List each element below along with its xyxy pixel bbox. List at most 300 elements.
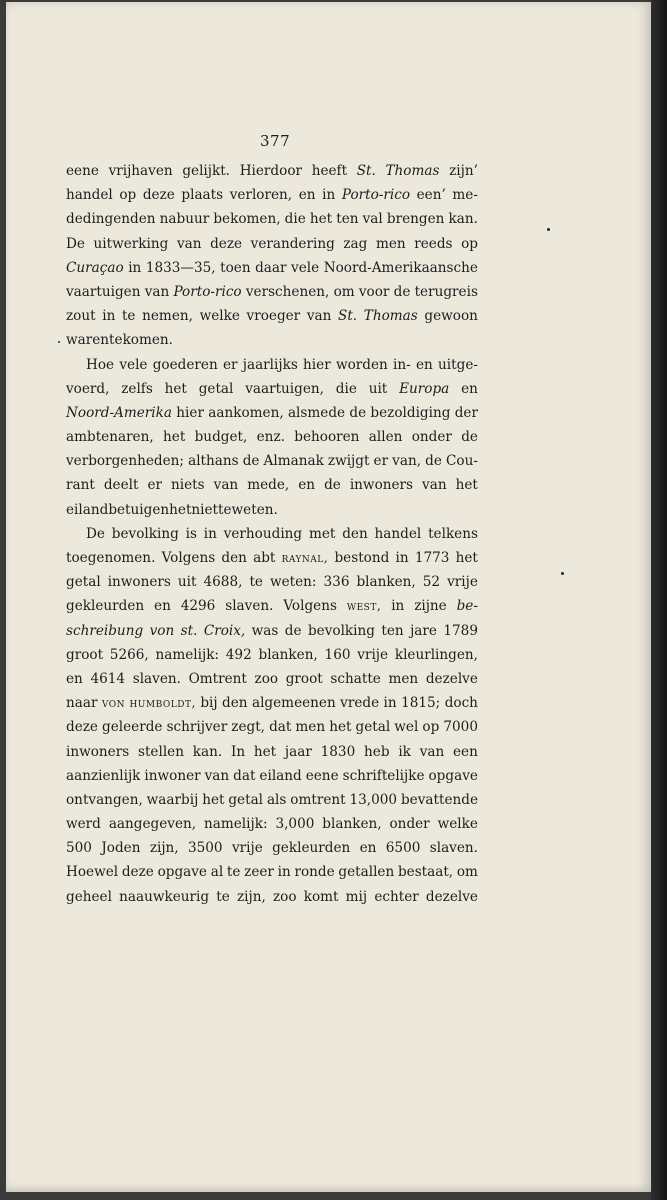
word (347, 594, 381, 618)
text-line (66, 546, 478, 570)
word: en (154, 598, 171, 615)
text-line (66, 401, 478, 425)
word: van (204, 767, 230, 784)
word: in (277, 864, 291, 881)
word (399, 377, 449, 401)
word: in- (393, 356, 411, 373)
word: 6500 (385, 840, 421, 857)
italic-word: Porto-rico (341, 187, 411, 204)
word: deze (210, 235, 243, 252)
body-text (66, 159, 478, 909)
word: Omtrent (188, 670, 247, 687)
word: 3,000 (275, 816, 315, 833)
word: 4688, (203, 574, 243, 591)
word: ambtenaren, (66, 429, 154, 446)
word: vrije (447, 574, 478, 591)
word: de (461, 429, 478, 446)
word: den (221, 550, 247, 566)
word: onder (411, 429, 452, 446)
small-caps-name: von humboldt, (101, 695, 196, 711)
word: den (222, 695, 248, 712)
word: van (213, 477, 239, 494)
word: 4614 (90, 670, 126, 687)
word: aangegeven, (108, 816, 197, 833)
word: te (249, 574, 263, 591)
word: blanken, (322, 816, 382, 833)
word: en (66, 670, 83, 687)
word: zelfs (121, 380, 153, 397)
word: bevattende (400, 791, 478, 808)
text-line (66, 207, 478, 231)
text-line (66, 740, 478, 764)
text-line (66, 425, 478, 449)
word: men (388, 670, 419, 687)
word: terugreis (414, 283, 478, 300)
word: gelijkt. (182, 163, 231, 179)
word: behooren (294, 429, 360, 446)
word: verloren, (229, 187, 293, 204)
word: het (164, 380, 187, 397)
word: jare (410, 622, 437, 639)
word: 500 (66, 840, 92, 857)
word: deze (66, 719, 98, 736)
word: het (309, 211, 333, 228)
small-caps-name: raynal, (281, 550, 329, 565)
word: nemen, (142, 308, 193, 325)
word: als (266, 791, 287, 808)
italic-word: St. (356, 163, 376, 179)
word: die (284, 211, 306, 228)
word: algemeenen (251, 695, 336, 712)
ink-speck (58, 341, 60, 343)
word: welke (437, 816, 478, 833)
word: bij (200, 695, 218, 712)
word: 4296 (180, 598, 216, 615)
word: Hierdoor (239, 163, 303, 179)
word: deelt (103, 477, 139, 494)
word: Joden (101, 840, 141, 857)
word: bekomen, (213, 211, 281, 228)
word: in (128, 259, 142, 276)
word: zoo (254, 670, 279, 687)
word (204, 619, 245, 643)
word (102, 691, 196, 715)
ink-speck (561, 572, 564, 575)
word: te (121, 308, 136, 325)
word: jaarlijks (242, 356, 298, 373)
book-edge (651, 0, 667, 1200)
text-line (66, 159, 478, 183)
word: brengen (386, 211, 445, 228)
word: bevolking (307, 622, 375, 639)
word: uitwerking (93, 235, 169, 252)
word: voerd, (66, 380, 110, 397)
word: eene (305, 767, 339, 784)
word: toen (220, 259, 251, 276)
word: het (455, 550, 478, 566)
word: val (362, 211, 383, 228)
word: dedingenden (66, 211, 156, 228)
word: waarbij (146, 791, 199, 808)
word: het (253, 743, 277, 760)
word: vrije (357, 646, 389, 663)
word: een (453, 743, 478, 760)
word: niet (191, 501, 219, 518)
word: ontvangen, (66, 791, 143, 808)
word: een’ (416, 187, 446, 204)
word: zijn’ (449, 163, 478, 179)
word: worden (335, 356, 388, 373)
word: 492 (225, 646, 252, 663)
word: eene (66, 163, 99, 179)
word: welke (199, 308, 240, 325)
word: 1815; (401, 695, 441, 712)
text-line (66, 522, 478, 546)
word (181, 619, 198, 643)
word: naauwkeurig (119, 888, 210, 905)
word: 1773 (414, 550, 450, 566)
word: Hoewel (66, 864, 119, 881)
word (150, 619, 175, 643)
word: het (169, 501, 192, 518)
word: doch (444, 695, 478, 712)
text-line (66, 836, 478, 860)
word: er (373, 453, 389, 470)
word: van (144, 283, 170, 300)
text-line (66, 183, 478, 207)
word: schatte (330, 670, 381, 687)
word: weten: (269, 574, 317, 591)
word: althans (188, 453, 239, 470)
word: met (308, 525, 336, 542)
word: in (322, 187, 336, 204)
text-line (66, 353, 478, 377)
text-line (66, 304, 478, 328)
word: onder (389, 816, 430, 833)
word: goederen (152, 356, 218, 373)
word: allen (368, 429, 403, 446)
text-line (66, 498, 478, 522)
word: zegt, (231, 719, 265, 736)
word: alsmede (287, 404, 346, 421)
word: bezoldiging (370, 404, 451, 421)
word: kleurlingen, (394, 646, 478, 663)
word: er (147, 477, 163, 494)
word: schrijver (166, 719, 228, 736)
word: zeer (244, 864, 274, 881)
word: In (230, 743, 246, 760)
word: telkens (428, 525, 478, 542)
text-line (66, 764, 478, 788)
word: waren (66, 332, 110, 349)
word: is (185, 525, 197, 542)
word (282, 546, 329, 570)
word: de (284, 622, 302, 639)
word: budget, (194, 429, 248, 446)
word: de (324, 477, 341, 494)
word: heeft (311, 163, 348, 179)
word: opgave (157, 864, 207, 881)
text-line (66, 256, 478, 280)
word: den (342, 525, 368, 542)
word: eiland (259, 767, 302, 784)
word: verschenen, (245, 283, 330, 300)
italic-word: Noord-Amerika (66, 404, 172, 421)
text-line (66, 570, 478, 594)
word (357, 159, 376, 183)
word: getallen (338, 864, 395, 881)
word: van (419, 743, 445, 760)
word: kan. (448, 211, 478, 228)
word: zijn, (236, 888, 266, 905)
italic-word: be- (456, 598, 478, 615)
word: te (218, 501, 232, 518)
word: in (203, 525, 217, 542)
word: verhouding (223, 525, 303, 542)
word: 5266, (109, 646, 149, 663)
word: kan. (192, 743, 223, 760)
word: voor (358, 283, 390, 300)
word: handel (374, 525, 422, 542)
word: jaar (284, 743, 312, 760)
word: groot (285, 670, 323, 687)
word: te (109, 332, 123, 349)
word: namelijk: (204, 816, 268, 833)
word: blanken, (356, 574, 416, 591)
word: vroeger (246, 308, 301, 325)
word: al (210, 864, 224, 881)
word: naar (66, 695, 98, 712)
word: 3500 (187, 840, 223, 857)
italic-word: Curaçao (66, 259, 124, 276)
word: De (66, 235, 85, 252)
word: Noord-Amerikaansche (323, 259, 478, 276)
word: deze (142, 187, 175, 204)
word: groot (66, 646, 104, 663)
word: blanken, (258, 646, 318, 663)
word: ronde (294, 864, 335, 881)
word: de (425, 453, 442, 470)
word: handel (66, 187, 113, 204)
text-line (66, 449, 478, 473)
word: bestond (334, 550, 390, 566)
word (338, 304, 357, 328)
small-caps-name: west, (346, 598, 382, 614)
word: hier (303, 356, 331, 373)
text-line (66, 619, 478, 643)
word: er (222, 356, 238, 373)
word: getal (66, 574, 101, 591)
word: op (119, 187, 137, 204)
word: de (393, 283, 411, 300)
word: wel (394, 719, 419, 736)
word (66, 619, 143, 643)
word: Hoe (86, 356, 115, 373)
text-line (66, 715, 478, 739)
word: dezelve (425, 888, 478, 905)
word: aankomen, (208, 404, 284, 421)
word: Almanak (263, 453, 324, 470)
word: getal (198, 380, 234, 397)
word: Cou- (445, 453, 478, 470)
word: omtrent (290, 791, 346, 808)
word: der (454, 404, 478, 421)
word: slaven. (132, 670, 181, 687)
text-line (66, 788, 478, 812)
word: 1833—35, (145, 259, 216, 276)
text-line (66, 594, 478, 618)
word: namelijk: (155, 646, 220, 663)
word: vaartuigen, (245, 380, 324, 397)
word: de (242, 453, 260, 470)
word: bestaat, (397, 864, 454, 881)
word: in (395, 550, 409, 566)
text-line (66, 812, 478, 836)
word: van (422, 477, 447, 494)
word: eiland (66, 501, 109, 518)
word: zout (66, 308, 96, 325)
word: 13,000 (349, 791, 398, 808)
word: enz. (256, 429, 285, 446)
text-line (66, 667, 478, 691)
word: getal (228, 791, 264, 808)
word: schriftelijke (342, 767, 425, 784)
word: in (102, 308, 116, 325)
word: mede, (247, 477, 290, 494)
word (66, 256, 124, 280)
italic-word: Thomas (385, 163, 440, 179)
text-line (66, 232, 478, 256)
word: en (415, 356, 433, 373)
word: zoo (272, 888, 297, 905)
word: gewoon (424, 308, 478, 325)
word: 1830 (320, 743, 356, 760)
word: dezelve (425, 670, 478, 687)
word: het (329, 719, 352, 736)
word: 336 (323, 574, 350, 591)
word: 160 (324, 646, 351, 663)
word: plaats (181, 187, 224, 204)
word: heb (364, 743, 390, 760)
italic-word: Thomas (363, 308, 418, 325)
word: zijn, (149, 840, 179, 857)
word (66, 401, 172, 425)
word: in (383, 695, 397, 712)
word: vrije (231, 840, 263, 857)
word: vaartuigen (66, 283, 141, 300)
word: slaven. (225, 598, 274, 615)
word (173, 280, 241, 304)
word: dat (269, 719, 292, 736)
word: komen. (122, 332, 173, 349)
word: rant (66, 477, 95, 494)
word: en (298, 477, 316, 494)
word: gekleurden (66, 598, 145, 615)
word: verandering (250, 235, 335, 252)
page-number: 377 (260, 132, 291, 150)
word: 52 (422, 574, 441, 591)
word: het (202, 791, 225, 808)
word: hier (176, 404, 204, 421)
word: die (335, 380, 357, 397)
word: ten (336, 211, 359, 228)
italic-word: st. (180, 622, 198, 639)
word: zijne (414, 598, 447, 615)
text-line (66, 885, 478, 909)
text-line (66, 643, 478, 667)
word: aanzienlijk (66, 767, 141, 784)
book-page (6, 2, 651, 1192)
word: om (456, 864, 478, 881)
word (342, 183, 410, 207)
word: 7000 (443, 719, 478, 736)
word: dat (233, 767, 256, 784)
word: vele (291, 259, 320, 276)
word: men (375, 235, 406, 252)
word: inwoner (144, 767, 201, 784)
word: uit (177, 574, 197, 591)
word: te (216, 888, 230, 905)
word: vele (119, 356, 148, 373)
word: geleerde (102, 719, 163, 736)
text-line (66, 473, 478, 497)
word: uitge- (438, 356, 478, 373)
italic-word: Porto-rico (173, 283, 242, 300)
word: nabuur (159, 211, 210, 228)
word: van (176, 235, 202, 252)
word: uit (368, 380, 388, 397)
word: geheel (66, 888, 112, 905)
word: in (391, 598, 405, 615)
word: zag (343, 235, 368, 252)
word: van (306, 308, 332, 325)
word: abt (253, 550, 276, 566)
word: mij (345, 888, 368, 905)
word: op (422, 719, 440, 736)
word: vrijhaven (108, 163, 173, 179)
ink-speck (547, 228, 550, 231)
word: getal (355, 719, 391, 736)
word (457, 594, 478, 618)
word: ik (398, 743, 411, 760)
word: vrede (340, 695, 380, 712)
word: gekleurden (272, 840, 351, 857)
word: het (163, 429, 186, 446)
word: komt (303, 888, 339, 905)
word: verborgenheden; (66, 453, 184, 470)
text-line (66, 280, 478, 304)
word: men (295, 719, 326, 736)
text-line (66, 691, 478, 715)
word (385, 159, 439, 183)
word: om (333, 283, 355, 300)
word: werd (66, 816, 101, 833)
word: bevolking (111, 525, 179, 542)
italic-word: Croix, (203, 622, 246, 639)
text-line (66, 860, 478, 884)
word: opgave (428, 767, 478, 784)
word: zwijgt (327, 453, 370, 470)
word: daar (255, 259, 287, 276)
word: betuigen (108, 501, 170, 518)
word: deze (121, 864, 154, 881)
word: Volgens (161, 550, 216, 566)
word: echter (374, 888, 419, 905)
word: en (298, 187, 316, 204)
word: was (251, 622, 279, 639)
word: ten (381, 622, 404, 639)
word: inwoners (107, 574, 171, 591)
